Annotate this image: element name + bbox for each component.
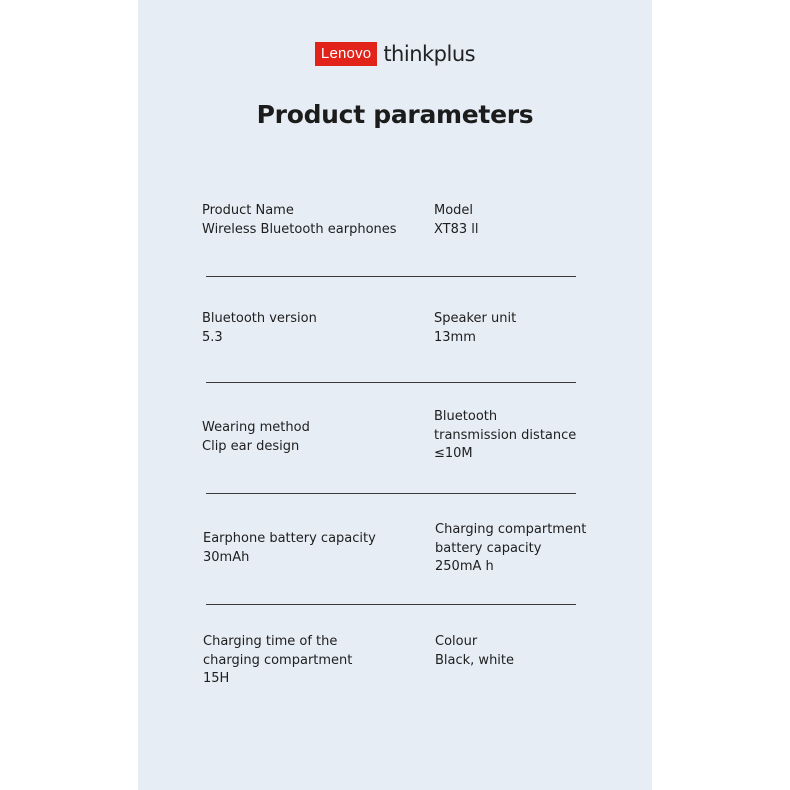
spec-label: Bluetooth version	[202, 311, 317, 326]
spec-value: ≤10M	[434, 446, 473, 461]
spec-transmission-distance	[434, 408, 576, 464]
spec-value: Wireless Bluetooth earphones	[202, 221, 397, 237]
row-divider	[206, 604, 576, 605]
spec-label: Earphone battery capacity	[203, 531, 376, 546]
spec-case-battery	[435, 521, 586, 577]
spec-earphone-battery	[203, 530, 376, 567]
page-title: Product parameters	[256, 100, 534, 129]
row-divider	[206, 276, 576, 277]
spec-value: Black, white	[435, 652, 515, 668]
spec-label: Bluetooth	[434, 409, 498, 424]
spec-label: Wearing method	[202, 420, 310, 435]
spec-model	[434, 202, 479, 239]
spec-label: battery capacity	[435, 540, 542, 556]
spec-value: Clip ear design	[202, 438, 300, 454]
spec-label: Product Name	[202, 203, 294, 218]
spec-label: Model	[434, 203, 474, 218]
spec-label: charging compartment	[203, 652, 353, 668]
brand-logos	[138, 42, 652, 66]
spec-value: XT83 ll	[434, 221, 479, 237]
spec-wearing-method	[202, 419, 310, 456]
spec-label: Charging time of the	[203, 634, 338, 649]
spec-label: Colour	[435, 634, 478, 649]
spec-bluetooth-version	[202, 310, 317, 347]
spec-value: 13mm	[434, 329, 476, 345]
spec-colour	[435, 633, 514, 670]
spec-product-name	[202, 202, 397, 239]
spec-label: Speaker unit	[434, 311, 517, 326]
spec-label: transmission distance	[434, 427, 577, 443]
spec-value: 250mA h	[435, 559, 494, 574]
spec-value: 30mAh	[203, 549, 250, 565]
spec-value: 5.3	[202, 329, 223, 345]
spec-speaker-unit	[434, 310, 516, 347]
row-divider	[206, 493, 576, 494]
spec-charging-time	[203, 633, 352, 689]
lenovo-logo: Lenovo	[315, 42, 377, 66]
spec-label: Charging compartment	[435, 522, 587, 537]
spec-value: 15H	[203, 671, 230, 686]
spec-sheet-panel	[138, 0, 652, 790]
thinkplus-logo: thinkplus	[383, 42, 476, 66]
row-divider	[206, 382, 576, 383]
